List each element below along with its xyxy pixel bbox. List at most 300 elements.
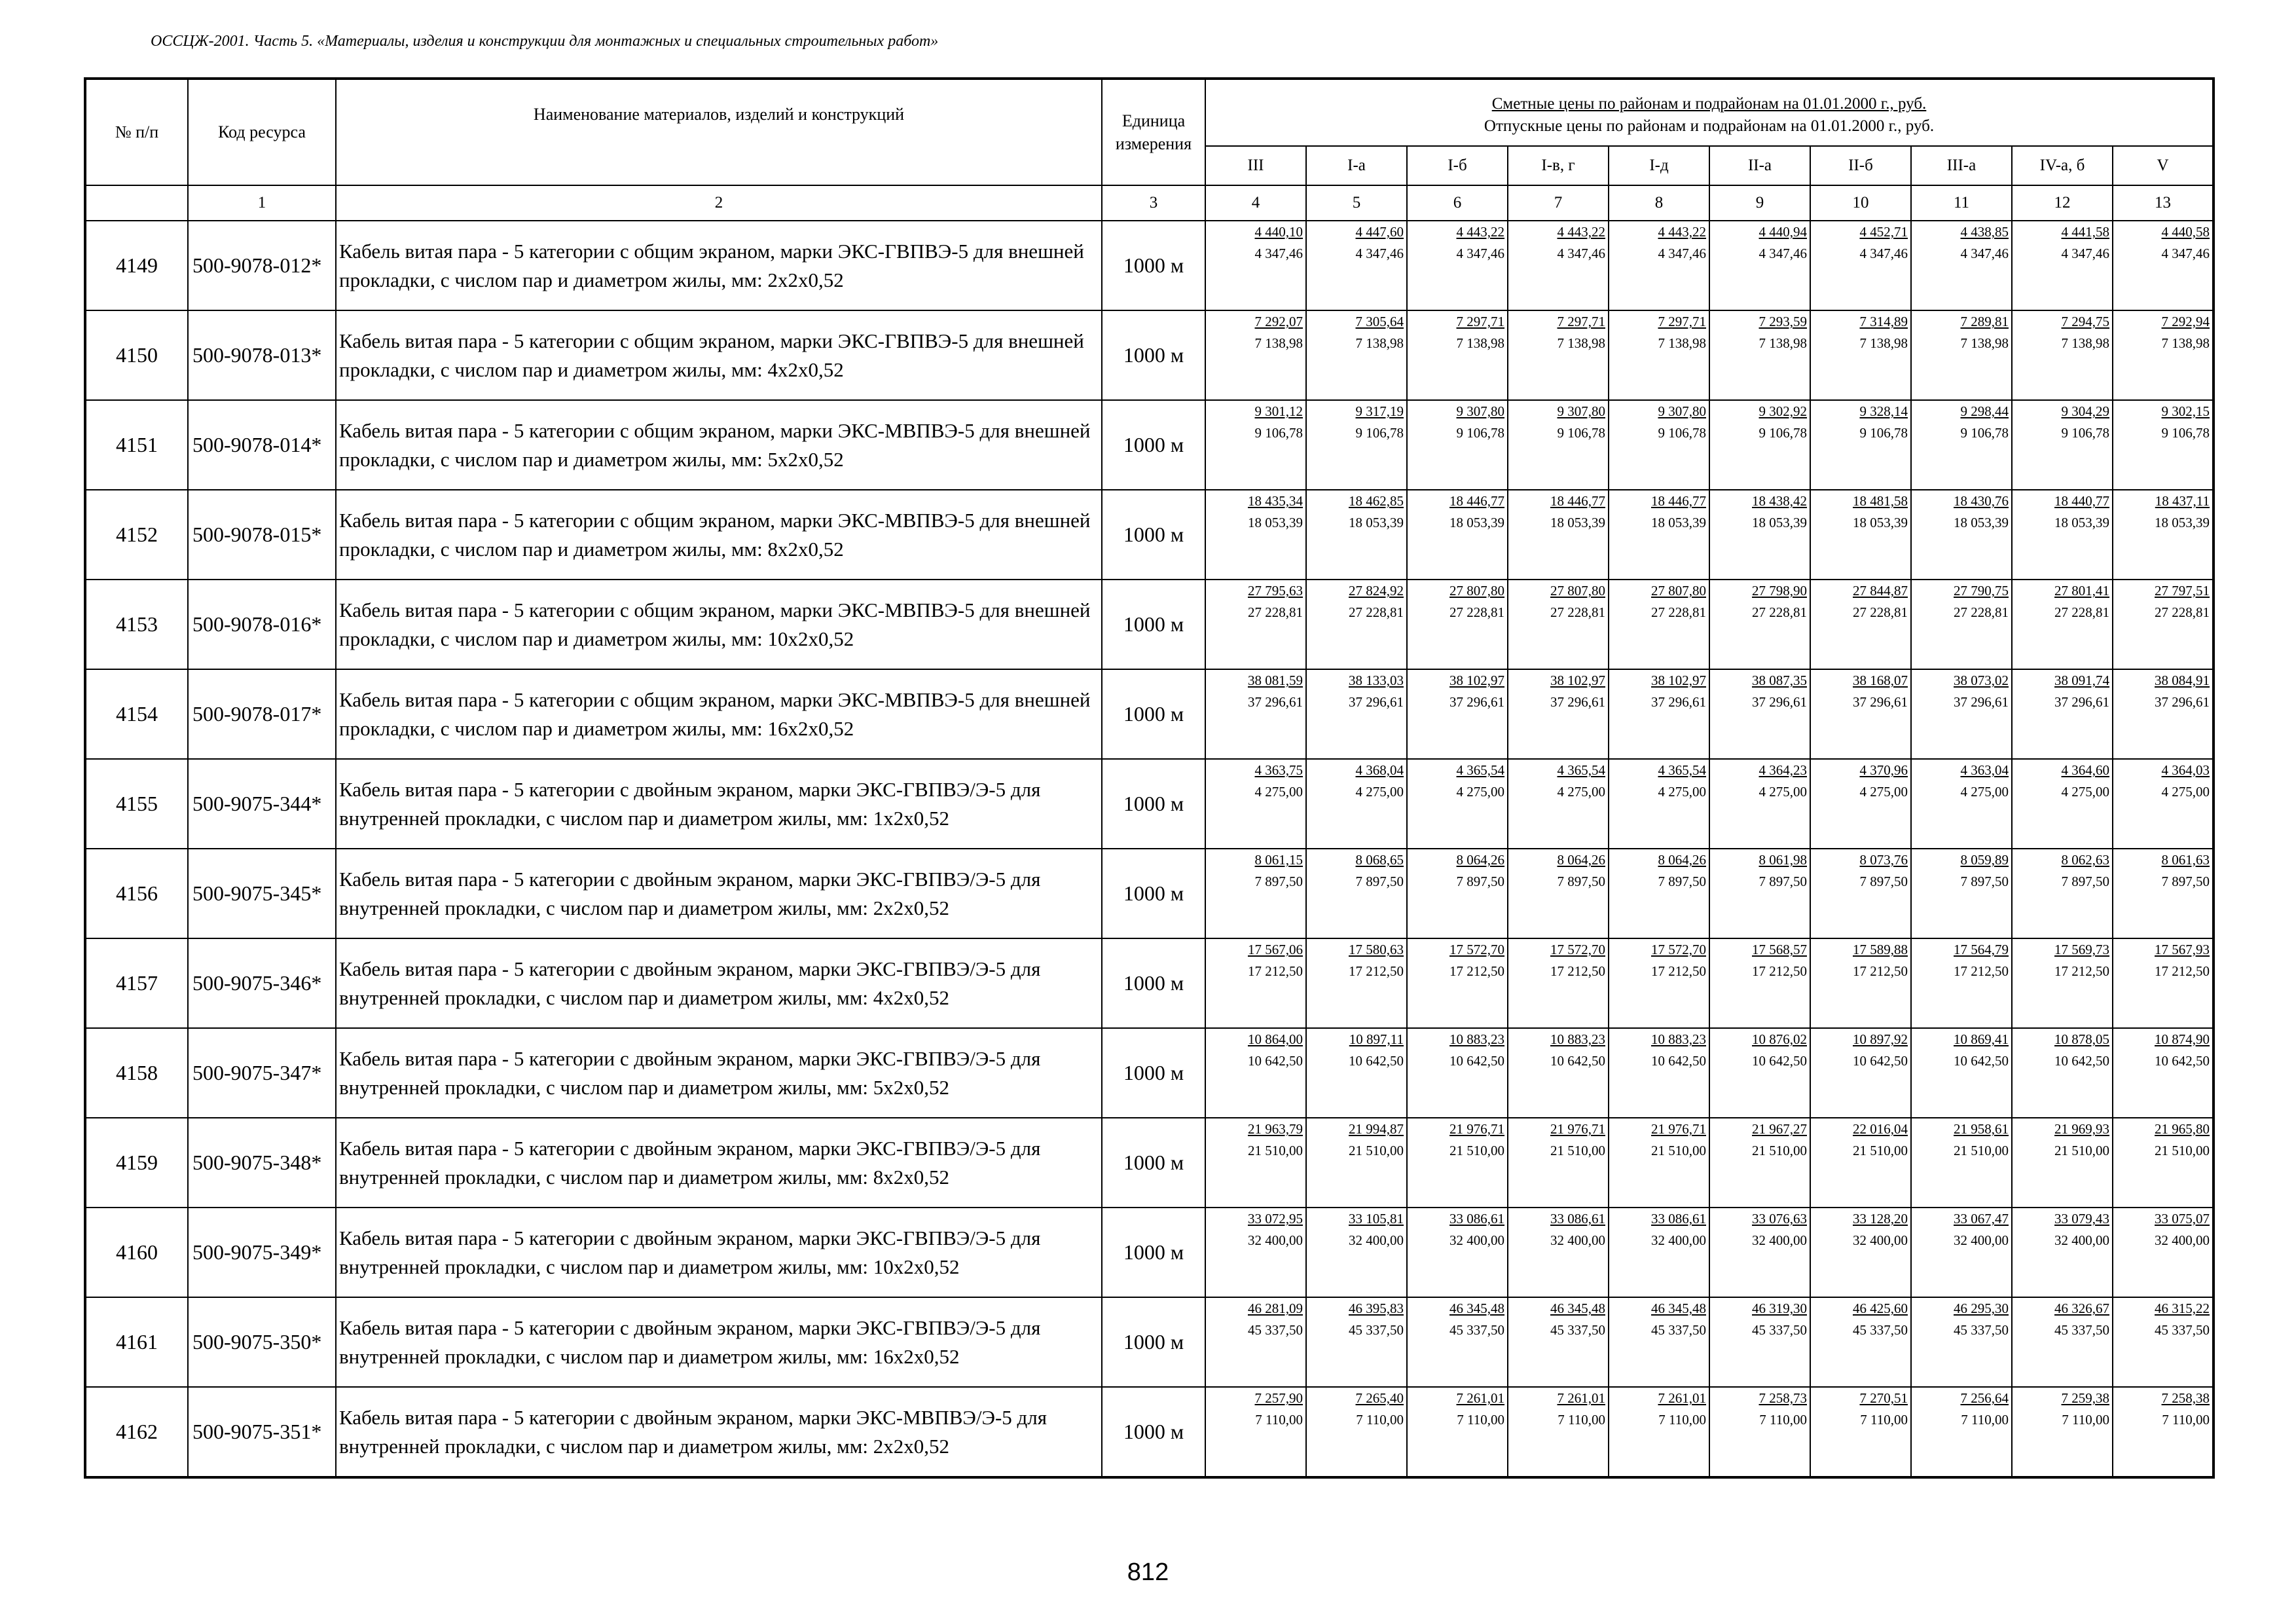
- estimate-price: 38 102,97: [1550, 673, 1605, 688]
- price-cell: [2012, 221, 2113, 310]
- price-cell: [1508, 759, 1609, 849]
- estimate-price: 18 481,58: [1853, 493, 1908, 509]
- estimate-price: 18 430,76: [1954, 493, 2009, 509]
- release-price: 37 296,61: [1651, 694, 1706, 710]
- unit-of-measure: 1000 м: [1102, 580, 1205, 669]
- unit-of-measure: 1000 м: [1102, 938, 1205, 1028]
- price-cell: [1407, 1387, 1508, 1477]
- price-cell: [2012, 1028, 2113, 1118]
- release-price: 18 053,39: [1449, 515, 1504, 530]
- release-price: 21 510,00: [1853, 1143, 1908, 1158]
- estimate-price: 7 289,81: [1960, 314, 2009, 329]
- estimate-price: 4 364,03: [2161, 762, 2210, 778]
- price-cell: [1407, 310, 1508, 400]
- estimate-price: 46 345,48: [1550, 1301, 1605, 1316]
- column-number: 10: [1810, 185, 1911, 221]
- estimate-price: 17 580,63: [1349, 942, 1404, 957]
- column-number-row: [85, 185, 2214, 221]
- estimate-price: 9 307,80: [1456, 403, 1504, 419]
- resource-code: 500-9078-014*: [188, 400, 336, 490]
- table-row: [85, 938, 2214, 1028]
- release-price: 32 400,00: [1853, 1232, 1908, 1248]
- price-cell: [1911, 400, 2012, 490]
- price-cell: [2012, 490, 2113, 580]
- release-price: 7 110,00: [1658, 1412, 1706, 1428]
- price-cell: [1306, 1208, 1407, 1297]
- column-header-prices: [1205, 79, 2214, 146]
- region-header: III-а: [1911, 146, 2012, 185]
- column-number: 8: [1609, 185, 1709, 221]
- release-price: 7 897,50: [1254, 874, 1303, 889]
- estimate-price: 4 365,54: [1456, 762, 1504, 778]
- price-cell: [1306, 490, 1407, 580]
- column-header-code: Код ресурса: [188, 79, 336, 185]
- release-price: 18 053,39: [1349, 515, 1404, 530]
- estimate-price: 7 297,71: [1658, 314, 1706, 329]
- estimate-price: 4 368,04: [1355, 762, 1404, 778]
- estimate-price: 4 443,22: [1658, 224, 1706, 240]
- price-cell: [1609, 1208, 1709, 1297]
- release-price: 7 110,00: [1759, 1412, 1807, 1428]
- estimate-price: 46 345,48: [1651, 1301, 1706, 1316]
- row-number: 4150: [85, 310, 188, 400]
- price-cell: [1205, 1028, 1306, 1118]
- release-price: 4 347,46: [1758, 246, 1807, 261]
- release-price: 7 138,98: [2161, 335, 2210, 351]
- release-price: 7 897,50: [2161, 874, 2210, 889]
- price-cell: [2113, 1297, 2214, 1387]
- column-number: 12: [2012, 185, 2113, 221]
- price-cell: [1709, 1118, 1810, 1208]
- price-cell: [1508, 1118, 1609, 1208]
- estimate-price: 8 064,26: [1557, 852, 1605, 868]
- estimate-price: 9 307,80: [1557, 403, 1605, 419]
- estimate-price: 17 567,06: [1248, 942, 1303, 957]
- price-cell: [1911, 938, 2012, 1028]
- estimate-price: 21 994,87: [1349, 1121, 1404, 1137]
- price-cell: [2012, 849, 2113, 938]
- estimate-price: 18 435,34: [1248, 493, 1303, 509]
- price-cell: [1407, 490, 1508, 580]
- release-price: 45 337,50: [1954, 1322, 2009, 1338]
- release-price: 21 510,00: [1651, 1143, 1706, 1158]
- estimate-price: 33 076,63: [1752, 1211, 1807, 1227]
- release-price: 17 212,50: [1449, 963, 1504, 979]
- table-row: [85, 1297, 2214, 1387]
- unit-of-measure: 1000 м: [1102, 1118, 1205, 1208]
- estimate-price: 9 302,15: [2161, 403, 2210, 419]
- release-price: 4 275,00: [2161, 784, 2210, 800]
- release-price: 4 347,46: [1658, 246, 1706, 261]
- table-row: [85, 669, 2214, 759]
- resource-code: 500-9078-015*: [188, 490, 336, 580]
- column-number: 5: [1306, 185, 1407, 221]
- price-cell: [1911, 759, 2012, 849]
- column-number: 11: [1911, 185, 2012, 221]
- release-price: 21 510,00: [1550, 1143, 1605, 1158]
- estimate-price: 17 568,57: [1752, 942, 1807, 957]
- page-number: 812: [1127, 1559, 1169, 1586]
- price-cell: [1306, 400, 1407, 490]
- price-cell: [1609, 1028, 1709, 1118]
- price-table: [84, 77, 2215, 1479]
- release-price: 7 897,50: [1557, 874, 1605, 889]
- price-cell: [1205, 1297, 1306, 1387]
- estimate-price: 4 441,58: [2061, 224, 2109, 240]
- release-price: 32 400,00: [1248, 1232, 1303, 1248]
- unit-of-measure: 1000 м: [1102, 1208, 1205, 1297]
- price-cell: [1911, 849, 2012, 938]
- release-price: 7 110,00: [2062, 1412, 2109, 1428]
- table-row: [85, 580, 2214, 669]
- price-cell: [1306, 1028, 1407, 1118]
- release-price: 21 510,00: [2054, 1143, 2109, 1158]
- row-number: 4154: [85, 669, 188, 759]
- release-price: 7 110,00: [1961, 1412, 2009, 1428]
- price-cell: [1609, 490, 1709, 580]
- estimate-price: 4 364,23: [1758, 762, 1807, 778]
- price-cell: [1508, 1208, 1609, 1297]
- estimate-price: 33 072,95: [1248, 1211, 1303, 1227]
- release-price: 9 106,78: [2161, 425, 2210, 441]
- release-price: 7 897,50: [1456, 874, 1504, 889]
- estimate-price: 4 370,96: [1859, 762, 1908, 778]
- release-price: 32 400,00: [2054, 1232, 2109, 1248]
- material-name: Кабель витая пара - 5 категории с двойным экраном, марки ЭКС-ГВПВЭ/Э-5 для внутренней прокладки, с числом пар и диаметром жилы, мм: 4х2х0,52: [336, 938, 1102, 1028]
- estimate-price: 18 440,77: [2054, 493, 2109, 509]
- release-price: 37 296,61: [1752, 694, 1807, 710]
- price-cell: [1205, 1208, 1306, 1297]
- price-cell: [1709, 1028, 1810, 1118]
- price-cell: [2113, 1118, 2214, 1208]
- column-number: 13: [2113, 185, 2214, 221]
- price-cell: [1407, 1297, 1508, 1387]
- material-name: Кабель витая пара - 5 категории с двойным экраном, марки ЭКС-ГВПВЭ/Э-5 для внутренней прокладки, с числом пар и диаметром жилы, мм: 1х2х0,52: [336, 759, 1102, 849]
- price-cell: [2113, 310, 2214, 400]
- release-price: 27 228,81: [1248, 604, 1303, 620]
- estimate-price: 4 443,22: [1557, 224, 1605, 240]
- material-name: Кабель витая пара - 5 категории с двойным экраном, марки ЭКС-ГВПВЭ/Э-5 для внутренней прокладки, с числом пар и диаметром жилы, мм: 8х2х0,52: [336, 1118, 1102, 1208]
- estimate-price: 21 976,71: [1449, 1121, 1504, 1137]
- table-row: [85, 1118, 2214, 1208]
- price-cell: [2012, 1387, 2113, 1477]
- release-price: 9 106,78: [1859, 425, 1908, 441]
- column-number: 7: [1508, 185, 1609, 221]
- estimate-price: 7 265,40: [1355, 1390, 1404, 1406]
- region-header: I-б: [1407, 146, 1508, 185]
- price-cell: [1407, 759, 1508, 849]
- estimate-price: 18 437,11: [2155, 493, 2210, 509]
- resource-code: 500-9075-350*: [188, 1297, 336, 1387]
- estimate-price: 9 328,14: [1859, 403, 1908, 419]
- price-cell: [1709, 490, 1810, 580]
- region-header: IV-а, б: [2012, 146, 2113, 185]
- release-price: 17 212,50: [1248, 963, 1303, 979]
- release-price: 27 228,81: [1349, 604, 1404, 620]
- release-price: 18 053,39: [1248, 515, 1303, 530]
- release-price: 17 212,50: [1853, 963, 1908, 979]
- estimate-price: 4 364,60: [2061, 762, 2109, 778]
- release-price: 45 337,50: [1651, 1322, 1706, 1338]
- release-price: 4 275,00: [1960, 784, 2009, 800]
- price-cell: [1407, 849, 1508, 938]
- estimate-price: 27 844,87: [1853, 583, 1908, 599]
- release-price: 27 228,81: [1550, 604, 1605, 620]
- release-price: 7 110,00: [1558, 1412, 1605, 1428]
- estimate-price: 9 317,19: [1355, 403, 1404, 419]
- price-cell: [1609, 849, 1709, 938]
- price-cell: [1306, 221, 1407, 310]
- estimate-price: 21 976,71: [1550, 1121, 1605, 1137]
- release-price: 10 642,50: [1248, 1053, 1303, 1069]
- price-cell: [1306, 849, 1407, 938]
- release-price: 10 642,50: [2155, 1053, 2210, 1069]
- price-cell: [1407, 400, 1508, 490]
- estimate-price: 46 326,67: [2054, 1301, 2109, 1316]
- price-cell: [2113, 759, 2214, 849]
- estimate-price: 7 293,59: [1758, 314, 1807, 329]
- release-price: 7 110,00: [1860, 1412, 1908, 1428]
- release-price: 7 138,98: [1960, 335, 2009, 351]
- release-price: 27 228,81: [1853, 604, 1908, 620]
- release-price: 18 053,39: [2054, 515, 2109, 530]
- estimate-price: 8 059,89: [1960, 852, 2009, 868]
- release-price: 37 296,61: [2155, 694, 2210, 710]
- price-cell: [1205, 669, 1306, 759]
- price-cell: [1306, 310, 1407, 400]
- region-header: I-в, г: [1508, 146, 1609, 185]
- price-cell: [1810, 221, 1911, 310]
- price-cell: [1407, 1118, 1508, 1208]
- release-price: 32 400,00: [1752, 1232, 1807, 1248]
- price-cell: [1609, 1297, 1709, 1387]
- resource-code: 500-9075-344*: [188, 759, 336, 849]
- release-price: 7 897,50: [1658, 874, 1706, 889]
- table-row: [85, 490, 2214, 580]
- estimate-price: 4 363,04: [1960, 762, 2009, 778]
- release-price: 45 337,50: [1550, 1322, 1605, 1338]
- release-price: 10 642,50: [1349, 1053, 1404, 1069]
- release-price: 7 110,00: [2162, 1412, 2210, 1428]
- release-price: 37 296,61: [1349, 694, 1404, 710]
- estimate-price: 22 016,04: [1853, 1121, 1908, 1137]
- material-name: Кабель витая пара - 5 категории с общим экраном, марки ЭКС-МВПВЭ-5 для внешней прокладки, с числом пар и диаметром жилы, мм: 10х2х0,52: [336, 580, 1102, 669]
- price-cell: [2012, 310, 2113, 400]
- price-cell: [1205, 310, 1306, 400]
- estimate-price: 9 307,80: [1658, 403, 1706, 419]
- price-cell: [1407, 1208, 1508, 1297]
- release-price: 7 110,00: [1356, 1412, 1404, 1428]
- price-cell: [2113, 1208, 2214, 1297]
- price-cell: [1810, 1028, 1911, 1118]
- material-name: Кабель витая пара - 5 категории с двойным экраном, марки ЭКС-ГВПВЭ/Э-5 для внутренней прокладки, с числом пар и диаметром жилы, мм: 16х2х0,52: [336, 1297, 1102, 1387]
- price-cell: [1709, 580, 1810, 669]
- material-name: Кабель витая пара - 5 категории с двойным экраном, марки ЭКС-МВПВЭ/Э-5 для внутренней прокладки, с числом пар и диаметром жилы, мм: 2х2х0,52: [336, 1387, 1102, 1477]
- estimate-price: 7 256,64: [1960, 1390, 2009, 1406]
- estimate-price: 21 976,71: [1651, 1121, 1706, 1137]
- release-price: 37 296,61: [1550, 694, 1605, 710]
- price-cell: [1407, 221, 1508, 310]
- price-cell: [1609, 669, 1709, 759]
- column-number: 3: [1102, 185, 1205, 221]
- estimate-price: 21 967,27: [1752, 1121, 1807, 1137]
- release-price: 7 138,98: [1557, 335, 1605, 351]
- release-price: 45 337,50: [2155, 1322, 2210, 1338]
- release-price: 7 897,50: [1960, 874, 2009, 889]
- estimate-price: 4 365,54: [1658, 762, 1706, 778]
- release-price: 27 228,81: [1449, 604, 1504, 620]
- unit-of-measure: 1000 м: [1102, 310, 1205, 400]
- release-price: 4 347,46: [2161, 246, 2210, 261]
- release-price: 4 275,00: [2061, 784, 2109, 800]
- release-price: 9 106,78: [1456, 425, 1504, 441]
- estimate-price: 38 168,07: [1853, 673, 1908, 688]
- price-cell: [1911, 1208, 2012, 1297]
- unit-of-measure: 1000 м: [1102, 1387, 1205, 1477]
- price-cell: [1205, 580, 1306, 669]
- release-price: 9 106,78: [1658, 425, 1706, 441]
- unit-of-measure: 1000 м: [1102, 759, 1205, 849]
- release-price: 4 275,00: [1254, 784, 1303, 800]
- estimate-price: 17 572,70: [1550, 942, 1605, 957]
- estimate-price: 7 314,89: [1859, 314, 1908, 329]
- release-price: 18 053,39: [1954, 515, 2009, 530]
- estimate-price: 8 061,15: [1254, 852, 1303, 868]
- release-price: 9 106,78: [1355, 425, 1404, 441]
- resource-code: 500-9075-349*: [188, 1208, 336, 1297]
- estimate-price: 10 883,23: [1449, 1031, 1504, 1047]
- price-cell: [1508, 938, 1609, 1028]
- estimate-price: 9 302,92: [1758, 403, 1807, 419]
- price-cell: [1911, 221, 2012, 310]
- release-price: 45 337,50: [1449, 1322, 1504, 1338]
- price-cell: [1306, 1387, 1407, 1477]
- table-row: [85, 221, 2214, 310]
- row-number: 4155: [85, 759, 188, 849]
- unit-of-measure: 1000 м: [1102, 490, 1205, 580]
- price-cell: [1911, 1387, 2012, 1477]
- price-cell: [1508, 1028, 1609, 1118]
- release-price: 27 228,81: [1954, 604, 2009, 620]
- price-cell: [1407, 938, 1508, 1028]
- price-cell: [1508, 310, 1609, 400]
- estimate-price: 10 864,00: [1248, 1031, 1303, 1047]
- estimate-price: 4 365,54: [1557, 762, 1605, 778]
- row-number: 4149: [85, 221, 188, 310]
- row-number: 4153: [85, 580, 188, 669]
- price-cell: [1306, 669, 1407, 759]
- price-cell: [1508, 1387, 1609, 1477]
- price-cell: [1609, 400, 1709, 490]
- estimate-price: 7 294,75: [2061, 314, 2109, 329]
- estimate-price: 10 883,23: [1550, 1031, 1605, 1047]
- estimate-price: 4 440,58: [2161, 224, 2210, 240]
- price-cell: [1709, 1387, 1810, 1477]
- estimate-price: 10 897,92: [1853, 1031, 1908, 1047]
- estimate-price: 18 438,42: [1752, 493, 1807, 509]
- release-price: 45 337,50: [1853, 1322, 1908, 1338]
- estimate-price: 27 790,75: [1954, 583, 2009, 599]
- table-row: [85, 310, 2214, 400]
- estimate-price: 46 295,30: [1954, 1301, 2009, 1316]
- price-cell: [1508, 221, 1609, 310]
- row-number: 4159: [85, 1118, 188, 1208]
- resource-code: 500-9078-017*: [188, 669, 336, 759]
- row-number: 4152: [85, 490, 188, 580]
- release-price: 4 347,46: [1960, 246, 2009, 261]
- estimate-price: 38 087,35: [1752, 673, 1807, 688]
- release-price: 4 275,00: [1758, 784, 1807, 800]
- release-price: 27 228,81: [1752, 604, 1807, 620]
- estimate-price: 8 073,76: [1859, 852, 1908, 868]
- price-cell: [2113, 1028, 2214, 1118]
- unit-of-measure: 1000 м: [1102, 1297, 1205, 1387]
- estimate-price: 10 874,90: [2155, 1031, 2210, 1047]
- price-cell: [1306, 580, 1407, 669]
- estimate-price: 27 807,80: [1449, 583, 1504, 599]
- price-cell: [1810, 1208, 1911, 1297]
- estimate-price: 17 589,88: [1853, 942, 1908, 957]
- release-price: 18 053,39: [1651, 515, 1706, 530]
- release-price: 21 510,00: [2155, 1143, 2210, 1158]
- estimate-price: 18 446,77: [1550, 493, 1605, 509]
- estimate-price: 46 281,09: [1248, 1301, 1303, 1316]
- estimate-price: 38 081,59: [1248, 673, 1303, 688]
- material-name: Кабель витая пара - 5 категории с двойным экраном, марки ЭКС-ГВПВЭ/Э-5 для внутренней прокладки, с числом пар и диаметром жилы, мм: 10х2х0,52: [336, 1208, 1102, 1297]
- price-cell: [2012, 1118, 2113, 1208]
- price-cell: [2012, 938, 2113, 1028]
- price-cell: [1810, 490, 1911, 580]
- release-price: 45 337,50: [1248, 1322, 1303, 1338]
- estimate-price: 7 305,64: [1355, 314, 1404, 329]
- release-price: 18 053,39: [1853, 515, 1908, 530]
- price-cell: [1709, 849, 1810, 938]
- price-cell: [1709, 1297, 1810, 1387]
- column-header-no: № п/п: [85, 79, 188, 185]
- price-cell: [1205, 1118, 1306, 1208]
- price-cell: [1306, 938, 1407, 1028]
- price-cell: [1508, 1297, 1609, 1387]
- region-header: II-а: [1709, 146, 1810, 185]
- estimate-price: 8 064,26: [1658, 852, 1706, 868]
- estimate-price: 27 801,41: [2054, 583, 2109, 599]
- release-price: 9 106,78: [1960, 425, 2009, 441]
- release-price: 7 110,00: [1255, 1412, 1303, 1428]
- estimate-price: 33 079,43: [2054, 1211, 2109, 1227]
- estimate-price: 27 824,92: [1349, 583, 1404, 599]
- release-price: 4 347,46: [1557, 246, 1605, 261]
- release-price: 10 642,50: [2054, 1053, 2109, 1069]
- release-price: 4 347,46: [1859, 246, 1908, 261]
- estimate-price: 21 965,80: [2155, 1121, 2210, 1137]
- unit-of-measure: 1000 м: [1102, 400, 1205, 490]
- resource-code: 500-9075-347*: [188, 1028, 336, 1118]
- price-cell: [2113, 580, 2214, 669]
- estimate-price: 21 969,93: [2054, 1121, 2109, 1137]
- price-cell: [1810, 1387, 1911, 1477]
- release-price: 32 400,00: [1449, 1232, 1504, 1248]
- release-price: 37 296,61: [2054, 694, 2109, 710]
- price-cell: [1609, 759, 1709, 849]
- price-cell: [1911, 580, 2012, 669]
- price-cell: [1810, 1297, 1911, 1387]
- unit-of-measure: 1000 м: [1102, 1028, 1205, 1118]
- estimate-price: 9 298,44: [1960, 403, 2009, 419]
- estimate-price: 8 062,63: [2061, 852, 2109, 868]
- estimate-price: 9 304,29: [2061, 403, 2109, 419]
- price-cell: [1508, 580, 1609, 669]
- row-number: 4162: [85, 1387, 188, 1477]
